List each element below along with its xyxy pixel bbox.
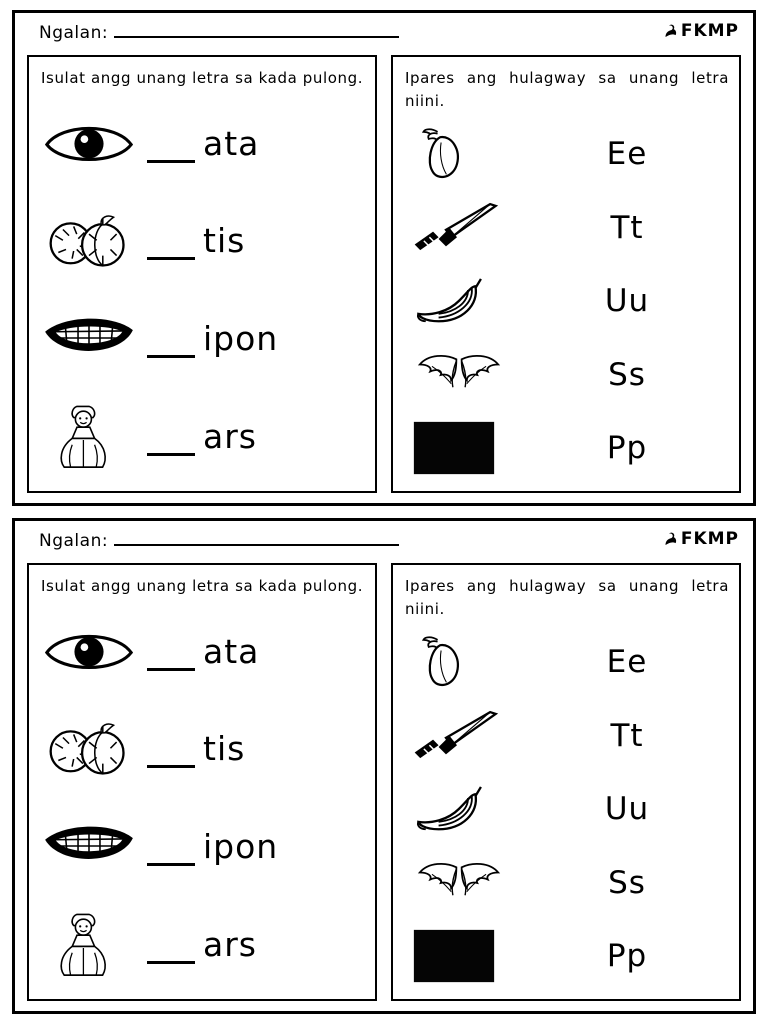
answer-blank[interactable] bbox=[147, 237, 195, 260]
word-text: ars bbox=[203, 924, 257, 964]
squirrel-logo-icon bbox=[661, 530, 679, 548]
word-4 bbox=[147, 925, 257, 964]
name-input-line[interactable] bbox=[114, 21, 399, 38]
brand-text: FKMP bbox=[680, 21, 739, 41]
angel-wings-icon[interactable] bbox=[405, 850, 525, 916]
word-3 bbox=[147, 827, 278, 866]
right-panel bbox=[391, 55, 741, 493]
bananas-icon[interactable] bbox=[405, 268, 525, 334]
matching-area bbox=[405, 624, 729, 994]
word-text: ars bbox=[203, 416, 257, 456]
worksheet-header bbox=[25, 529, 743, 563]
letter-option[interactable]: Pp bbox=[606, 430, 648, 467]
name-label: Ngalan: bbox=[39, 23, 109, 43]
brand-text: FKMP bbox=[680, 529, 739, 549]
dagger-knife-icon[interactable] bbox=[405, 195, 525, 261]
brand bbox=[661, 529, 743, 549]
word-1 bbox=[147, 124, 259, 163]
black-square-icon[interactable] bbox=[405, 923, 525, 989]
letter-option[interactable]: Ee bbox=[606, 136, 648, 173]
answer-blank[interactable] bbox=[147, 941, 195, 964]
letter-option[interactable]: Ee bbox=[606, 644, 648, 681]
eggplant-icon[interactable] bbox=[405, 121, 525, 187]
teeth-mouth-icon bbox=[41, 304, 137, 372]
bananas-icon[interactable] bbox=[405, 776, 525, 842]
princess-doll-icon bbox=[41, 910, 137, 978]
worksheet-copy-1 bbox=[12, 10, 756, 506]
word-1 bbox=[147, 632, 259, 671]
dagger-knife-icon[interactable] bbox=[405, 703, 525, 769]
list-item bbox=[41, 204, 365, 278]
black-square-icon[interactable] bbox=[405, 415, 525, 481]
match-letters bbox=[525, 626, 729, 994]
eye-icon bbox=[41, 617, 137, 685]
match-images bbox=[405, 118, 525, 486]
left-instruction: Isulat angg unang letra sa kada pulong. bbox=[41, 69, 364, 87]
word-2 bbox=[147, 221, 245, 260]
word-text: tis bbox=[203, 221, 246, 261]
panels bbox=[25, 55, 743, 493]
letter-option[interactable]: Tt bbox=[610, 717, 644, 754]
letter-option[interactable]: Ss bbox=[608, 864, 646, 901]
word-4 bbox=[147, 417, 257, 456]
word-text: ata bbox=[203, 123, 260, 163]
answer-blank[interactable] bbox=[147, 140, 195, 163]
angel-wings-icon[interactable] bbox=[405, 342, 525, 408]
name-label: Ngalan: bbox=[39, 531, 109, 551]
list-item bbox=[41, 399, 365, 473]
match-images bbox=[405, 626, 525, 994]
letter-option[interactable]: Pp bbox=[606, 938, 648, 975]
list-item bbox=[41, 614, 365, 688]
letter-option[interactable]: Uu bbox=[604, 283, 650, 320]
worksheet-copy-2 bbox=[12, 518, 756, 1014]
left-items bbox=[41, 600, 365, 993]
answer-blank[interactable] bbox=[147, 648, 195, 671]
word-3 bbox=[147, 319, 278, 358]
letter-option[interactable]: Tt bbox=[610, 209, 644, 246]
answer-blank[interactable] bbox=[147, 335, 195, 358]
left-panel bbox=[27, 55, 377, 493]
list-item bbox=[41, 301, 365, 375]
list-item bbox=[41, 712, 365, 786]
word-text: ipon bbox=[203, 826, 279, 866]
squirrel-logo-icon bbox=[661, 22, 679, 40]
answer-blank[interactable] bbox=[147, 433, 195, 456]
princess-doll-icon bbox=[41, 402, 137, 470]
name-row bbox=[25, 529, 399, 551]
left-panel bbox=[27, 563, 377, 1001]
match-letters bbox=[525, 118, 729, 486]
matching-area bbox=[405, 116, 729, 486]
list-item bbox=[41, 809, 365, 883]
eggplant-icon[interactable] bbox=[405, 629, 525, 695]
right-panel bbox=[391, 563, 741, 1001]
right-instruction: Ipares ang hulagway sa unang letra niini. bbox=[405, 577, 729, 619]
worksheet-header bbox=[25, 21, 743, 55]
letter-option[interactable]: Ss bbox=[608, 356, 646, 393]
list-item bbox=[41, 106, 365, 180]
name-input-line[interactable] bbox=[114, 529, 399, 546]
panels bbox=[25, 563, 743, 1001]
word-text: tis bbox=[203, 729, 246, 769]
left-items bbox=[41, 92, 365, 485]
word-text: ata bbox=[203, 631, 260, 671]
name-row bbox=[25, 21, 399, 43]
teeth-mouth-icon bbox=[41, 812, 137, 880]
left-instruction: Isulat angg unang letra sa kada pulong. bbox=[41, 577, 364, 595]
sugar-apple-icon bbox=[41, 715, 137, 783]
letter-option[interactable]: Uu bbox=[604, 791, 650, 828]
answer-blank[interactable] bbox=[147, 745, 195, 768]
answer-blank[interactable] bbox=[147, 843, 195, 866]
brand bbox=[661, 21, 743, 41]
word-text: ipon bbox=[203, 318, 279, 358]
word-2 bbox=[147, 729, 245, 768]
right-instruction: Ipares ang hulagway sa unang letra niini. bbox=[405, 69, 729, 111]
eye-icon bbox=[41, 109, 137, 177]
list-item bbox=[41, 907, 365, 981]
sugar-apple-icon bbox=[41, 207, 137, 275]
